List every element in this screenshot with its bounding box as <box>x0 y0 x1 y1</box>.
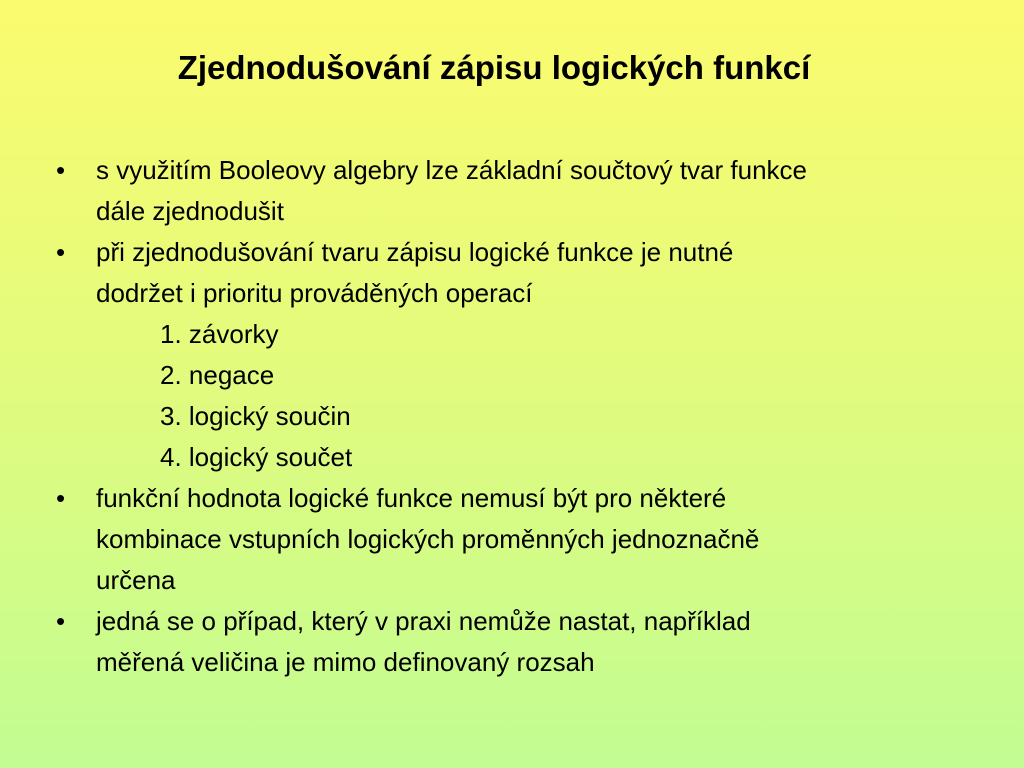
slide-title: Zjednodušování zápisu logických funkcí <box>177 49 811 86</box>
bullet-line: funkční hodnota logické funkce nemusí být pro některé <box>96 483 727 513</box>
bullet-text <box>96 601 976 683</box>
bullet-item <box>56 478 976 601</box>
bullet-line: kombinace vstupních logických proměnných jednoznačně <box>96 524 760 554</box>
bullet-icon: • <box>56 155 66 185</box>
bullet-list <box>56 150 976 683</box>
bullet-line: jedná se o případ, který v praxi nemůže nastat, například <box>96 606 751 636</box>
priority-item: 3. logický součin <box>160 401 351 431</box>
bullet-line: dodržet i prioritu prováděných operací <box>96 278 533 308</box>
priority-item: 2. negace <box>160 360 275 390</box>
bullet-icon: • <box>56 606 66 636</box>
bullet-line: měřená veličina je mimo definovaný rozsah <box>96 647 595 677</box>
bullet-item <box>56 150 976 232</box>
priority-item: 1. závorky <box>160 319 279 349</box>
bullet-icon: • <box>56 237 66 267</box>
bullet-text <box>96 150 976 232</box>
bullet-item <box>56 601 976 683</box>
bullet-line: určena <box>96 565 176 595</box>
priority-item: 4. logický součet <box>160 442 353 472</box>
bullet-line: s využitím Booleovy algebry lze základní součtový tvar funkce <box>96 155 807 185</box>
bullet-text <box>96 478 976 601</box>
bullet-line: při zjednodušování tvaru zápisu logické funkce je nutné <box>96 237 734 267</box>
bullet-line: dále zjednodušit <box>96 196 284 226</box>
bullet-text <box>96 232 976 314</box>
bullet-item <box>56 232 976 314</box>
bullet-icon: • <box>56 483 66 513</box>
